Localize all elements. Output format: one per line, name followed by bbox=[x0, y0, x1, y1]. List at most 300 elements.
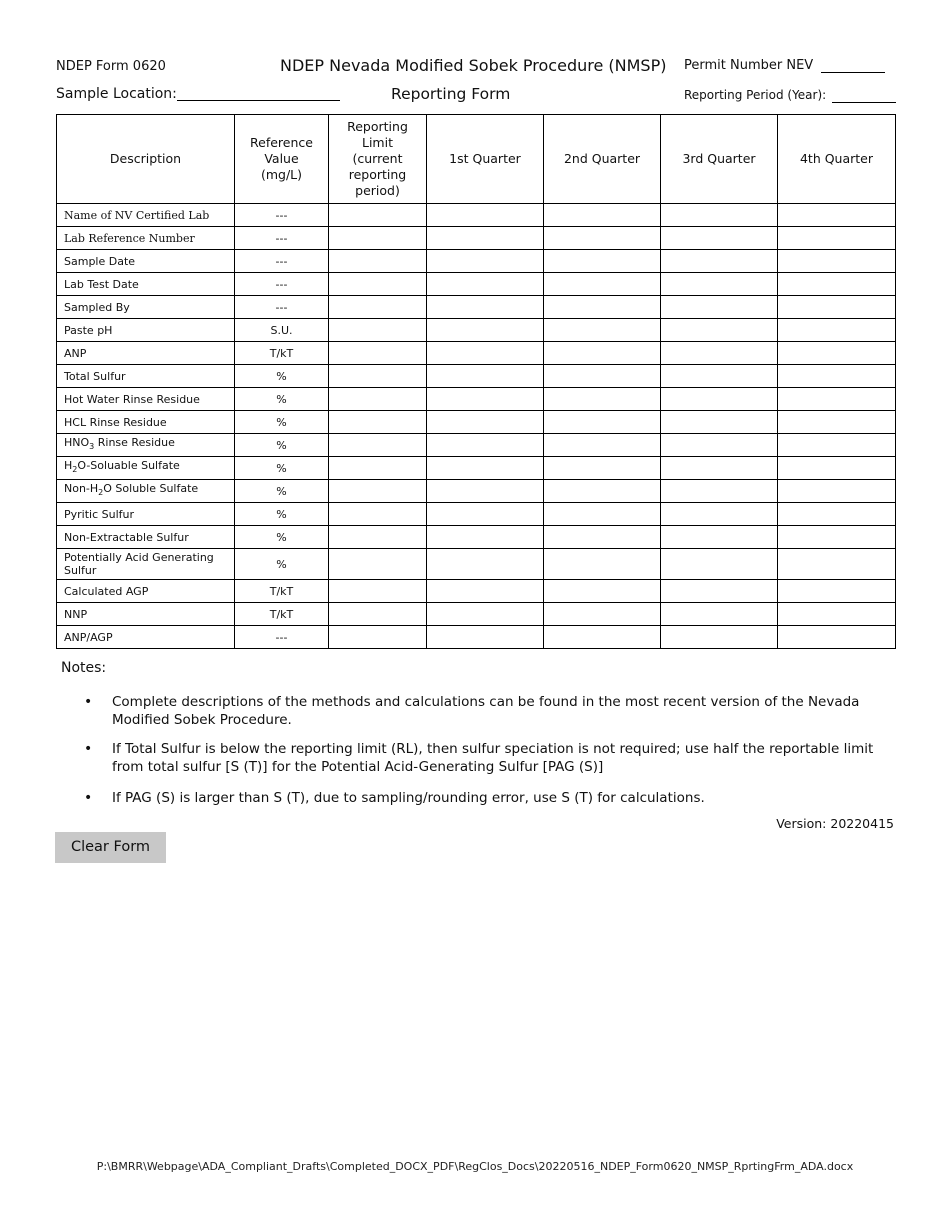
q4-input[interactable] bbox=[778, 533, 895, 546]
q3-input[interactable] bbox=[661, 211, 777, 224]
sample-location-label: Sample Location: bbox=[56, 86, 177, 102]
q4-input[interactable] bbox=[778, 464, 895, 477]
entry-cell bbox=[778, 319, 896, 342]
q1-input[interactable] bbox=[427, 257, 543, 270]
bullet-icon: • bbox=[84, 694, 93, 710]
reporting-period-input[interactable] bbox=[832, 89, 896, 103]
table-row bbox=[57, 434, 896, 457]
q2-input[interactable] bbox=[544, 587, 660, 600]
q2-input[interactable] bbox=[544, 633, 660, 646]
col-header-q4: 4th Quarter bbox=[778, 115, 896, 204]
q4-input[interactable] bbox=[778, 633, 895, 646]
entry-cell bbox=[329, 250, 427, 273]
entry-cell bbox=[427, 204, 544, 227]
table-row bbox=[57, 457, 896, 480]
entry-cell bbox=[427, 434, 544, 457]
q4-input[interactable] bbox=[778, 326, 895, 339]
q1-input[interactable] bbox=[427, 372, 543, 385]
permit-number-label: Permit Number NEV bbox=[684, 58, 814, 73]
reporting-limit-input[interactable] bbox=[329, 372, 426, 385]
permit-number-line bbox=[821, 58, 885, 73]
table-row bbox=[57, 250, 896, 273]
reporting-period-label: Reporting Period (Year): bbox=[684, 88, 827, 102]
entry-cell bbox=[329, 603, 427, 626]
row-description: Paste pH bbox=[57, 319, 235, 342]
entry-cell bbox=[427, 626, 544, 649]
entry-cell bbox=[329, 296, 427, 319]
col-header-description: Description bbox=[57, 115, 235, 204]
entry-cell bbox=[778, 342, 896, 365]
q2-input[interactable] bbox=[544, 487, 660, 500]
permit-number-input[interactable] bbox=[821, 59, 885, 73]
row-description: Potentially Acid Generating Sulfur bbox=[57, 549, 235, 580]
entry-cell bbox=[544, 342, 661, 365]
entry-cell bbox=[778, 250, 896, 273]
q1-input[interactable] bbox=[427, 211, 543, 224]
q2-input[interactable] bbox=[544, 533, 660, 546]
q1-input[interactable] bbox=[427, 560, 543, 573]
entry-cell bbox=[544, 273, 661, 296]
entry-cell bbox=[778, 457, 896, 480]
entry-cell bbox=[329, 626, 427, 649]
entry-cell bbox=[427, 457, 544, 480]
reporting-limit-input[interactable] bbox=[329, 441, 426, 454]
table-row bbox=[57, 603, 896, 626]
entry-cell bbox=[329, 204, 427, 227]
q3-input[interactable] bbox=[661, 487, 777, 500]
entry-cell bbox=[661, 227, 778, 250]
reporting-period-line bbox=[832, 88, 896, 103]
col-header-q2: 2nd Quarter bbox=[544, 115, 661, 204]
row-description: NNP bbox=[57, 603, 235, 626]
q4-input[interactable] bbox=[778, 610, 895, 623]
table-header-row bbox=[57, 115, 896, 204]
row-description: Hot Water Rinse Residue bbox=[57, 388, 235, 411]
row-description: ANP bbox=[57, 342, 235, 365]
note-item bbox=[84, 740, 904, 780]
entry-cell bbox=[329, 365, 427, 388]
entry-cell bbox=[329, 580, 427, 603]
reporting-limit-input[interactable] bbox=[329, 211, 426, 224]
table-row bbox=[57, 480, 896, 503]
q1-input[interactable] bbox=[427, 510, 543, 523]
q2-input[interactable] bbox=[544, 280, 660, 293]
entry-cell bbox=[427, 388, 544, 411]
entry-cell bbox=[427, 411, 544, 434]
table-row bbox=[57, 503, 896, 526]
reporting-limit-input[interactable] bbox=[329, 587, 426, 600]
entry-cell bbox=[661, 342, 778, 365]
reporting-limit-input[interactable] bbox=[329, 560, 426, 573]
entry-cell bbox=[544, 626, 661, 649]
q2-input[interactable] bbox=[544, 303, 660, 316]
entry-cell bbox=[427, 365, 544, 388]
entry-cell bbox=[661, 411, 778, 434]
q3-input[interactable] bbox=[661, 395, 777, 408]
table-row bbox=[57, 204, 896, 227]
entry-cell bbox=[661, 526, 778, 549]
entry-cell bbox=[329, 273, 427, 296]
entry-cell bbox=[427, 250, 544, 273]
row-reference-value: % bbox=[235, 526, 329, 549]
entry-cell bbox=[329, 503, 427, 526]
col-header-reference-value bbox=[235, 115, 329, 204]
entry-cell bbox=[544, 204, 661, 227]
q2-input[interactable] bbox=[544, 395, 660, 408]
reporting-limit-input[interactable] bbox=[329, 234, 426, 247]
entry-cell bbox=[661, 549, 778, 580]
table-row bbox=[57, 296, 896, 319]
sample-location-line bbox=[177, 86, 340, 101]
table-row bbox=[57, 526, 896, 549]
q2-input[interactable] bbox=[544, 257, 660, 270]
q3-input[interactable] bbox=[661, 234, 777, 247]
q2-input[interactable] bbox=[544, 234, 660, 247]
entry-cell bbox=[544, 457, 661, 480]
q4-input[interactable] bbox=[778, 510, 895, 523]
entry-cell bbox=[661, 434, 778, 457]
row-reference-value: --- bbox=[235, 626, 329, 649]
q1-input[interactable] bbox=[427, 533, 543, 546]
row-description: Pyritic Sulfur bbox=[57, 503, 235, 526]
q1-input[interactable] bbox=[427, 441, 543, 454]
entry-cell bbox=[329, 411, 427, 434]
entry-cell bbox=[329, 526, 427, 549]
entry-cell bbox=[329, 388, 427, 411]
entry-cell bbox=[778, 411, 896, 434]
table-row bbox=[57, 365, 896, 388]
bullet-icon: • bbox=[84, 790, 93, 806]
entry-cell bbox=[778, 526, 896, 549]
reporting-limit-input[interactable] bbox=[329, 464, 426, 477]
q3-input[interactable] bbox=[661, 533, 777, 546]
entry-cell bbox=[544, 388, 661, 411]
q3-input[interactable] bbox=[661, 464, 777, 477]
entry-cell bbox=[661, 388, 778, 411]
entry-cell bbox=[329, 319, 427, 342]
q1-input[interactable] bbox=[427, 303, 543, 316]
entry-cell bbox=[778, 273, 896, 296]
row-reference-value: S.U. bbox=[235, 319, 329, 342]
row-description-text: Non-H bbox=[64, 482, 99, 496]
q4-input[interactable] bbox=[778, 211, 895, 224]
q3-input[interactable] bbox=[661, 349, 777, 362]
entry-cell bbox=[544, 503, 661, 526]
q4-input[interactable] bbox=[778, 587, 895, 600]
row-description: ANP/AGP bbox=[57, 626, 235, 649]
entry-cell bbox=[661, 457, 778, 480]
entry-cell bbox=[427, 319, 544, 342]
q4-input[interactable] bbox=[778, 303, 895, 316]
q1-input[interactable] bbox=[427, 610, 543, 623]
q3-input[interactable] bbox=[661, 418, 777, 431]
entry-cell bbox=[778, 603, 896, 626]
row-reference-value: --- bbox=[235, 227, 329, 250]
entry-cell bbox=[778, 549, 896, 580]
entry-cell bbox=[544, 580, 661, 603]
form-number: NDEP Form 0620 bbox=[56, 59, 166, 74]
row-reference-value: --- bbox=[235, 250, 329, 273]
row-description: Non-Extractable Sulfur bbox=[57, 526, 235, 549]
entry-cell bbox=[778, 227, 896, 250]
row-description: Total Sulfur bbox=[57, 365, 235, 388]
reporting-limit-input[interactable] bbox=[329, 326, 426, 339]
q4-input[interactable] bbox=[778, 257, 895, 270]
q1-input[interactable] bbox=[427, 464, 543, 477]
col-header-reference-line: (mg/L) bbox=[260, 167, 303, 182]
entry-cell bbox=[661, 296, 778, 319]
footer-file-path: P:\BMRR\Webpage\ADA_Compliant_Drafts\Completed_DOCX_PDF\RegClos_Docs\20220516_NDEP_Form0620_NMSP_RprtingFrm_ADA.docx bbox=[96, 1160, 854, 1173]
entry-cell bbox=[661, 603, 778, 626]
row-reference-value: % bbox=[235, 411, 329, 434]
reporting-limit-input[interactable] bbox=[329, 349, 426, 362]
entry-cell bbox=[778, 503, 896, 526]
q3-input[interactable] bbox=[661, 510, 777, 523]
col-header-rl-line: (current bbox=[352, 151, 403, 166]
row-description: Sampled By bbox=[57, 296, 235, 319]
q4-input[interactable] bbox=[778, 441, 895, 454]
q1-input[interactable] bbox=[427, 418, 543, 431]
entry-cell bbox=[661, 503, 778, 526]
q4-input[interactable] bbox=[778, 487, 895, 500]
q3-input[interactable] bbox=[661, 303, 777, 316]
table-row bbox=[57, 273, 896, 296]
entry-cell bbox=[427, 342, 544, 365]
row-description: Name of NV Certified Lab bbox=[57, 204, 235, 227]
entry-cell bbox=[427, 549, 544, 580]
q4-input[interactable] bbox=[778, 560, 895, 573]
q3-input[interactable] bbox=[661, 441, 777, 454]
col-header-rl-line: Limit bbox=[362, 135, 393, 150]
entry-cell bbox=[544, 549, 661, 580]
q2-input[interactable] bbox=[544, 441, 660, 454]
row-reference-value: --- bbox=[235, 273, 329, 296]
q3-input[interactable] bbox=[661, 610, 777, 623]
note-item bbox=[84, 693, 904, 733]
entry-cell bbox=[544, 480, 661, 503]
q2-input[interactable] bbox=[544, 464, 660, 477]
row-reference-value: T/kT bbox=[235, 603, 329, 626]
entry-cell bbox=[544, 227, 661, 250]
row-description-text: O Soluble Sulfate bbox=[103, 482, 199, 496]
row-reference-value: T/kT bbox=[235, 580, 329, 603]
row-reference-value: % bbox=[235, 388, 329, 411]
q4-input[interactable] bbox=[778, 280, 895, 293]
q2-input[interactable] bbox=[544, 211, 660, 224]
table-row bbox=[57, 626, 896, 649]
entry-cell bbox=[544, 319, 661, 342]
table-row bbox=[57, 549, 896, 580]
q4-input[interactable] bbox=[778, 418, 895, 431]
entry-cell bbox=[778, 434, 896, 457]
row-description bbox=[57, 457, 235, 480]
q1-input[interactable] bbox=[427, 587, 543, 600]
row-description-subscript: 3 bbox=[89, 442, 95, 452]
reporting-limit-input[interactable] bbox=[329, 633, 426, 646]
row-description-subscript: 2 bbox=[98, 488, 104, 498]
q3-input[interactable] bbox=[661, 257, 777, 270]
q2-input[interactable] bbox=[544, 349, 660, 362]
q1-input[interactable] bbox=[427, 280, 543, 293]
row-description-text: O-Soluable Sulfate bbox=[77, 459, 180, 473]
reporting-limit-input[interactable] bbox=[329, 418, 426, 431]
version-label: Version: 20220415 bbox=[776, 816, 894, 831]
entry-cell bbox=[329, 549, 427, 580]
reporting-limit-input[interactable] bbox=[329, 303, 426, 316]
entry-cell bbox=[778, 626, 896, 649]
entry-cell bbox=[778, 388, 896, 411]
permit-number-field bbox=[684, 58, 885, 73]
reporting-limit-input[interactable] bbox=[329, 533, 426, 546]
q4-input[interactable] bbox=[778, 372, 895, 385]
table-row bbox=[57, 227, 896, 250]
entry-cell bbox=[661, 204, 778, 227]
note-text: If Total Sulfur is below the reporting limit (RL), then sulfur speciation is not required; use half the reportable limit from total sulfur [S (T)] for the Potential Acid-Generating Sulfur [PAG (S)] bbox=[112, 741, 874, 775]
clear-form-button[interactable]: Clear Form bbox=[55, 832, 166, 863]
entry-cell bbox=[544, 296, 661, 319]
q1-input[interactable] bbox=[427, 349, 543, 362]
row-description bbox=[57, 434, 235, 457]
entry-cell bbox=[329, 480, 427, 503]
entry-cell bbox=[544, 411, 661, 434]
reporting-limit-input[interactable] bbox=[329, 487, 426, 500]
q2-input[interactable] bbox=[544, 510, 660, 523]
row-description-text: H bbox=[64, 459, 73, 473]
entry-cell bbox=[427, 580, 544, 603]
entry-cell bbox=[778, 580, 896, 603]
entry-cell bbox=[329, 342, 427, 365]
row-reference-value: % bbox=[235, 457, 329, 480]
q3-input[interactable] bbox=[661, 560, 777, 573]
table-row bbox=[57, 580, 896, 603]
entry-cell bbox=[778, 365, 896, 388]
q4-input[interactable] bbox=[778, 234, 895, 247]
col-header-q3: 3rd Quarter bbox=[661, 115, 778, 204]
reporting-limit-input[interactable] bbox=[329, 395, 426, 408]
entry-cell bbox=[661, 250, 778, 273]
row-reference-value: % bbox=[235, 503, 329, 526]
note-text: If PAG (S) is larger than S (T), due to sampling/rounding error, use S (T) for calculations. bbox=[112, 790, 705, 806]
table-row bbox=[57, 319, 896, 342]
row-description-text: HNO bbox=[64, 436, 90, 450]
reporting-limit-input[interactable] bbox=[329, 257, 426, 270]
row-reference-value: % bbox=[235, 549, 329, 580]
entry-cell bbox=[661, 273, 778, 296]
sample-location-input[interactable] bbox=[177, 88, 340, 102]
col-header-q1: 1st Quarter bbox=[427, 115, 544, 204]
q2-input[interactable] bbox=[544, 610, 660, 623]
row-reference-value: % bbox=[235, 434, 329, 457]
entry-cell bbox=[427, 273, 544, 296]
q2-input[interactable] bbox=[544, 372, 660, 385]
col-header-rl-line: Reporting bbox=[347, 119, 408, 134]
entry-cell bbox=[778, 296, 896, 319]
entry-cell bbox=[778, 204, 896, 227]
entry-cell bbox=[544, 250, 661, 273]
row-reference-value: --- bbox=[235, 296, 329, 319]
q1-input[interactable] bbox=[427, 395, 543, 408]
sample-location-field bbox=[56, 86, 340, 102]
table-row bbox=[57, 411, 896, 434]
col-header-rl-line: reporting bbox=[348, 167, 407, 182]
entry-cell bbox=[661, 480, 778, 503]
row-description bbox=[57, 480, 235, 503]
q1-input[interactable] bbox=[427, 234, 543, 247]
q3-input[interactable] bbox=[661, 372, 777, 385]
entry-cell bbox=[427, 480, 544, 503]
row-description: HCL Rinse Residue bbox=[57, 411, 235, 434]
note-text: Complete descriptions of the methods and calculations can be found in the most recent version of the Nevada Modified Sobek Procedure. bbox=[112, 694, 860, 728]
col-header-reference-line: Value bbox=[264, 151, 299, 166]
entry-cell bbox=[427, 296, 544, 319]
table-row bbox=[57, 342, 896, 365]
entry-cell bbox=[544, 526, 661, 549]
q1-input[interactable] bbox=[427, 487, 543, 500]
entry-cell bbox=[329, 457, 427, 480]
form-title: NDEP Nevada Modified Sobek Procedure (NMSP) bbox=[280, 56, 667, 75]
q3-input[interactable] bbox=[661, 326, 777, 339]
q3-input[interactable] bbox=[661, 587, 777, 600]
q3-input[interactable] bbox=[661, 280, 777, 293]
q2-input[interactable] bbox=[544, 418, 660, 431]
col-header-reference-line: Reference bbox=[250, 135, 313, 150]
notes-label: Notes: bbox=[61, 660, 107, 676]
entry-cell bbox=[778, 480, 896, 503]
q1-input[interactable] bbox=[427, 633, 543, 646]
row-reference-value: % bbox=[235, 480, 329, 503]
entry-cell bbox=[661, 365, 778, 388]
row-description: Calculated AGP bbox=[57, 580, 235, 603]
row-reference-value: --- bbox=[235, 204, 329, 227]
reporting-limit-input[interactable] bbox=[329, 280, 426, 293]
entry-cell bbox=[544, 603, 661, 626]
table-row bbox=[57, 388, 896, 411]
q2-input[interactable] bbox=[544, 326, 660, 339]
reporting-limit-input[interactable] bbox=[329, 610, 426, 623]
form-subtitle: Reporting Form bbox=[391, 85, 511, 103]
reporting-table bbox=[56, 114, 896, 649]
row-description-subscript: 2 bbox=[72, 465, 78, 475]
q3-input[interactable] bbox=[661, 633, 777, 646]
entry-cell bbox=[661, 626, 778, 649]
reporting-limit-input[interactable] bbox=[329, 510, 426, 523]
row-description: Lab Test Date bbox=[57, 273, 235, 296]
row-description: Sample Date bbox=[57, 250, 235, 273]
bullet-icon: • bbox=[84, 741, 93, 757]
entry-cell bbox=[329, 227, 427, 250]
entry-cell bbox=[427, 603, 544, 626]
entry-cell bbox=[329, 434, 427, 457]
note-item bbox=[84, 789, 904, 809]
row-description: Lab Reference Number bbox=[57, 227, 235, 250]
entry-cell bbox=[661, 580, 778, 603]
entry-cell bbox=[544, 365, 661, 388]
col-header-rl-line: period) bbox=[355, 183, 400, 198]
entry-cell bbox=[427, 503, 544, 526]
row-description-text: Rinse Residue bbox=[94, 436, 175, 450]
q4-input[interactable] bbox=[778, 349, 895, 362]
reporting-period-field bbox=[684, 88, 896, 103]
q1-input[interactable] bbox=[427, 326, 543, 339]
row-reference-value: T/kT bbox=[235, 342, 329, 365]
row-reference-value: % bbox=[235, 365, 329, 388]
entry-cell bbox=[427, 227, 544, 250]
entry-cell bbox=[427, 526, 544, 549]
q4-input[interactable] bbox=[778, 395, 895, 408]
table-body bbox=[57, 204, 896, 649]
q2-input[interactable] bbox=[544, 560, 660, 573]
entry-cell bbox=[544, 434, 661, 457]
